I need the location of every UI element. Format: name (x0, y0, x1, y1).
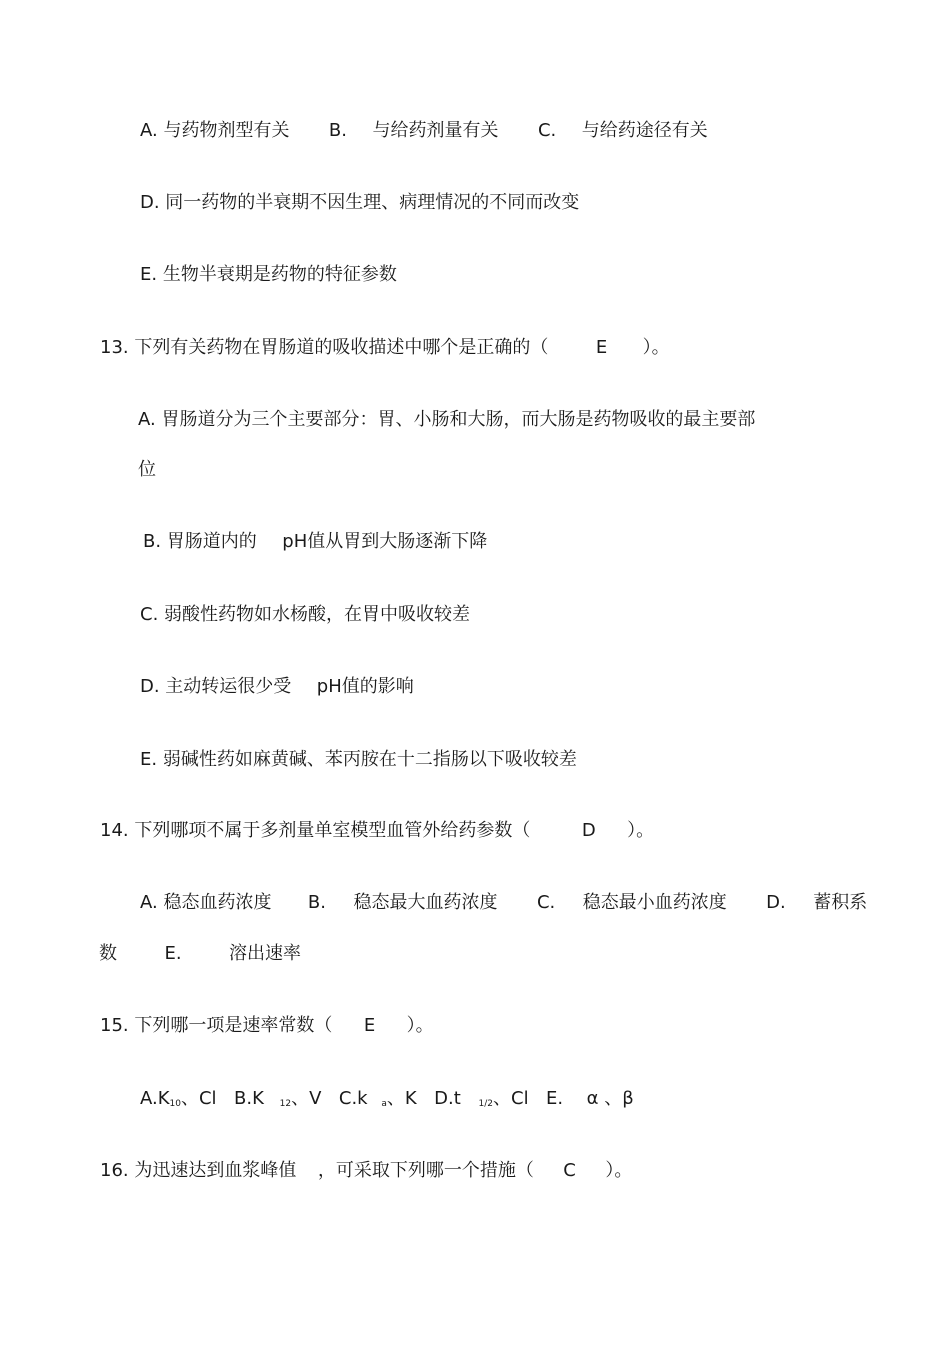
q16-stem-text: 16. 为迅速达到血浆峰值 (100, 1160, 297, 1181)
q13-stem (100, 336, 670, 360)
q13-option-d-pre: D. 主动转运很少受 (140, 676, 292, 697)
q15-answer: E (363, 1015, 376, 1036)
q13-option-d-post: pH值的影响 (316, 676, 414, 697)
q13-answer: E (595, 337, 608, 358)
q15-option-e-text: α 、β (586, 1088, 634, 1109)
q13-option-a-line1: A. 胃肠道分为三个主要部分：胃、小肠和大肠，而大肠是药物吸收的最主要部 (138, 409, 756, 430)
q15-stem-text: 15. 下列哪一项是速率常数（ (100, 1015, 333, 1036)
q14-option-e-label: E. (164, 943, 182, 964)
q16-close: ）。 (605, 1160, 633, 1181)
q14-option-a: A. 稳态血药浓度 (140, 892, 272, 913)
q12-option-b-text: 与给药剂量有关 (372, 120, 499, 141)
q15-option-d: D.t (434, 1088, 461, 1109)
q14-option-b-label: B. (307, 892, 326, 913)
q15-option-a-rest: 、Cl (180, 1088, 217, 1109)
q14-option-d-text: 蓄积系 (813, 892, 868, 913)
q15-option-e: E. (546, 1088, 564, 1109)
q14-option-c-text: 稳态最小血药浓度 (582, 892, 727, 913)
q13-option-b (143, 530, 487, 554)
q14-option-e-text: 溶出速率 (229, 943, 302, 964)
q16-stem (100, 1159, 632, 1183)
q14-options (140, 891, 867, 915)
q15-options (140, 1087, 634, 1116)
q13-close: ）。 (642, 337, 670, 358)
q13-option-d (140, 675, 414, 699)
q14-option-d-label: D. (766, 892, 786, 913)
q13-option-b-pre: B. 胃肠道内的 (143, 531, 257, 552)
q15-option-d-rest: 、Cl (493, 1088, 529, 1109)
q13-stem-text: 13. 下列有关药物在胃肠道的吸收描述中哪个是正确的（ (100, 337, 549, 358)
q14-stem (100, 819, 654, 843)
q14-option-b-text: 稳态最大血药浓度 (353, 892, 498, 913)
q15-stem (100, 1014, 434, 1038)
q14-option-d-cont: 数 (99, 943, 117, 964)
q15-option-d-sub: 1/2 (478, 1099, 493, 1109)
q15-option-c: C.k (338, 1088, 368, 1109)
q12-option-d: D. 同一药物的半衰期不因生理、病理情况的不同而改变 (140, 192, 580, 213)
q15-option-a: A.K (140, 1088, 170, 1109)
q14-options-cont (99, 942, 301, 966)
q16-stem-text-2: ，可采取下列哪一个措施（ (317, 1160, 534, 1181)
q15-option-b-rest: 、V (291, 1088, 322, 1109)
q14-option-c-label: C. (536, 892, 556, 913)
q13-option-a-line2: 位 (138, 459, 156, 480)
q15-option-b-sub: 12 (279, 1099, 292, 1109)
q12-option-e: E. 生物半衰期是药物的特征参数 (140, 264, 397, 285)
q15-option-c-sub: a (381, 1099, 387, 1109)
q12-option-c-label: C. (537, 120, 557, 141)
q15-option-a-sub: 10 (169, 1099, 181, 1109)
q13-option-e: E. 弱碱性药如麻黄碱、苯丙胺在十二指肠以下吸收较差 (140, 749, 577, 770)
q15-option-b: B.K (234, 1088, 264, 1109)
q12-option-a: A. 与药物剂型有关 (140, 120, 290, 141)
q14-stem-text: 14. 下列哪项不属于多剂量单室模型血管外给药参数（ (100, 820, 531, 841)
q14-answer: D (581, 820, 596, 841)
q12-option-c-text: 与给药途径有关 (581, 120, 708, 141)
q12-option-b-label: B. (328, 120, 347, 141)
q13-option-c: C. 弱酸性药物如水杨酸，在胃中吸收较差 (140, 604, 471, 625)
q14-close: ）。 (627, 820, 655, 841)
q15-close: ）。 (406, 1015, 434, 1036)
q16-answer: C (563, 1160, 576, 1181)
q12-options-abc (140, 119, 708, 143)
q13-option-b-post: pH值从胃到大肠逐渐下降 (282, 531, 488, 552)
q15-option-c-rest: 、K (386, 1088, 417, 1109)
